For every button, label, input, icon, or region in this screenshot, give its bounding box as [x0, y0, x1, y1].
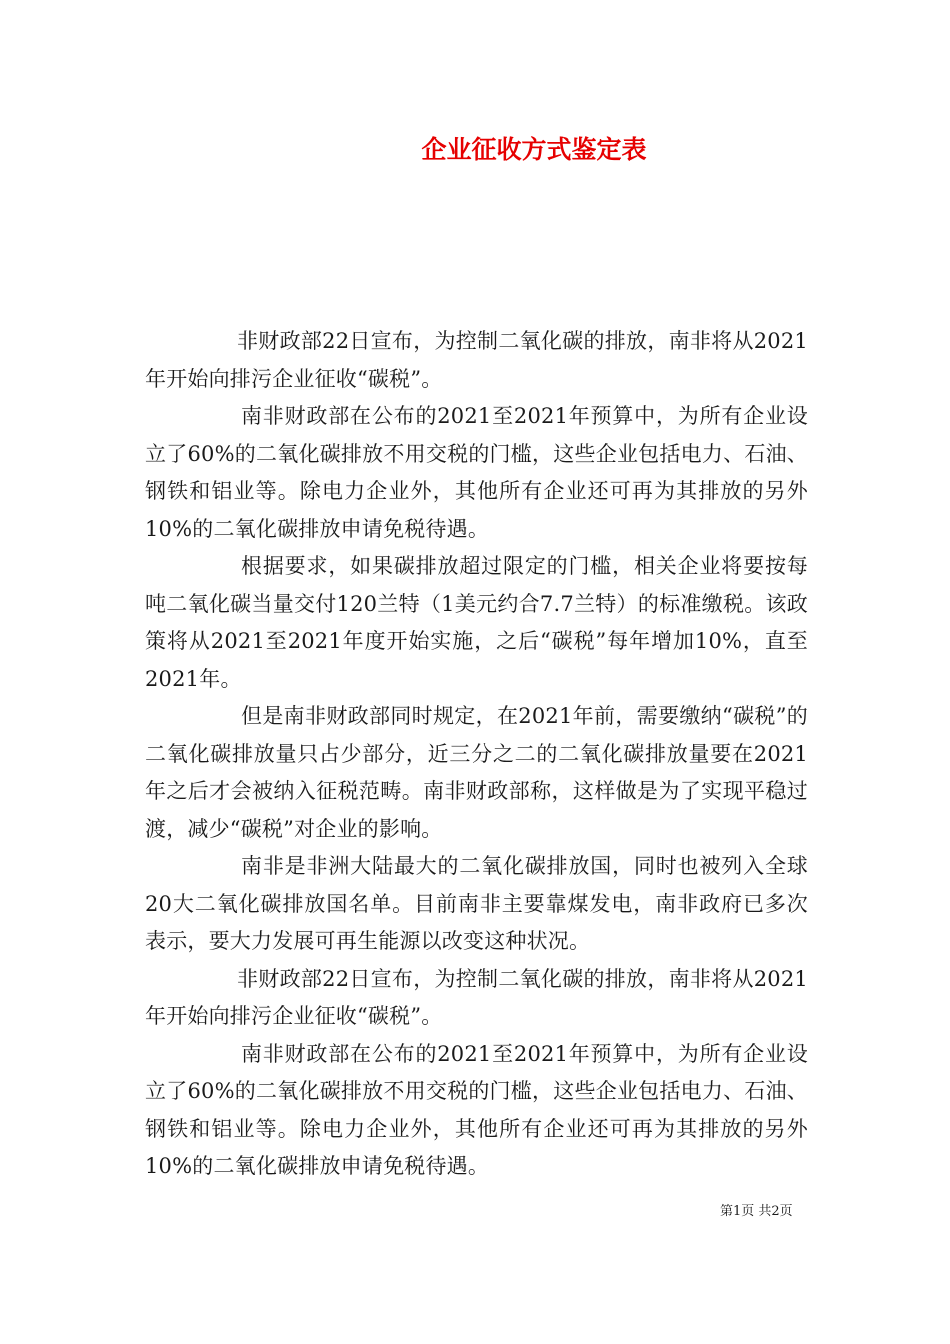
paragraph-2: 南非财政部在公布的2021至2021年预算中，为所有企业设立了60%的二氧化碳排放不用交税的门槛，这些企业包括电力、石油、钢铁和铝业等。除电力企业外，其他所有企业还可再为其排放的另外10%的二氧化碳排放申请免税待遇。: [145, 404, 808, 541]
paragraph-4: 但是南非财政部同时规定，在2021年前，需要缴纳“碳税”的二氧化碳排放量只占少部分，近三分之二的二氧化碳排放量要在2021年之后才会被纳入征税范畴。南非财政部称，这样做是为了实现平稳过渡，减少“碳税”对企业的影响。: [145, 704, 808, 841]
paragraph-1: 非财政部22日宣布，为控制二氧化碳的排放，南非将从2021年开始向排污企业征收“碳税”。: [145, 329, 808, 391]
document-title: 企业征收方式鉴定表: [421, 135, 647, 164]
paragraph-7: 南非财政部在公布的2021至2021年预算中，为所有企业设立了60%的二氧化碳排放不用交税的门槛，这些企业包括电力、石油、钢铁和铝业等。除电力企业外，其他所有企业还可再为其排放的另外10%的二氧化碳排放申请免税待遇。: [145, 1041, 808, 1178]
page-number-footer: 第1页 共2页: [720, 1204, 793, 1219]
paragraph-3: 根据要求，如果碳排放超过限定的门槛，相关企业将要按每吨二氧化碳当量交付120兰特（1美元约合7.7兰特）的标准缴税。该政策将从2021至2021年度开始实施，之后“碳税”每年增加10%，直至2021年。: [145, 554, 808, 691]
paragraph-6: 非财政部22日宣布，为控制二氧化碳的排放，南非将从2021年开始向排污企业征收“碳税”。: [145, 966, 808, 1028]
document-body: [145, 323, 808, 1186]
paragraph-5: 南非是非洲大陆最大的二氧化碳排放国，同时也被列入全球20大二氧化碳排放国名单。目前南非主要靠煤发电，南非政府已多次表示，要大力发展可再生能源以改变这种状况。: [145, 854, 808, 953]
